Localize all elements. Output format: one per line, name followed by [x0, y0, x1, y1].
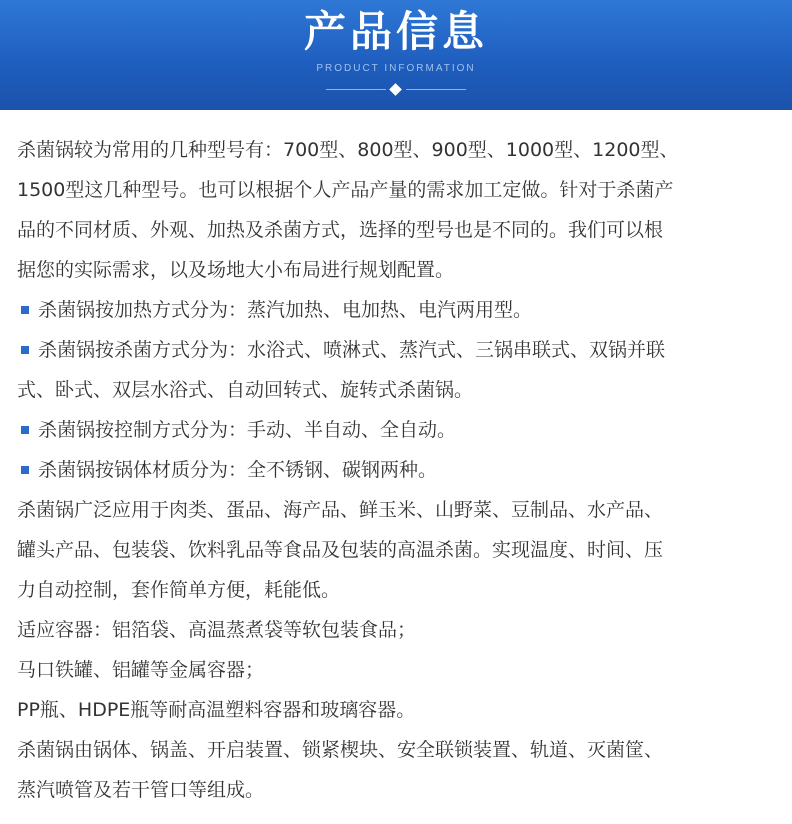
text-line-16: 杀菌锅由锅体、锅盖、开启装置、锁紧楔块、安全联锁装置、轨道、灭菌筐、	[17, 739, 664, 761]
divider-line-left	[326, 89, 386, 90]
banner-title: 产品信息	[303, 7, 488, 56]
text-line-13: 适应容器：铝箔袋、高温蒸煮袋等软包装食品；	[17, 619, 417, 641]
text-line-4: 据您的实际需求，以及场地大小布局进行规划配置。	[17, 259, 455, 281]
text-line-17: 蒸汽喷管及若干管口等组成。	[17, 779, 265, 801]
banner-subtitle: PRODUCT INFORMATION	[316, 63, 476, 74]
text-line-1: 杀菌锅较为常用的几种型号有：700型、800型、900型、1000型、1200型、	[17, 139, 679, 161]
bullet-text: 杀菌锅按杀菌方式分为：水浴式、喷淋式、蒸汽式、三锅串联式、双锅并联	[38, 339, 666, 361]
text-line-12: 力自动控制，套作简单方便，耗能低。	[17, 579, 341, 601]
divider-line-right	[406, 89, 466, 90]
text-line-3: 品的不同材质、外观、加热及杀菌方式，选择的型号也是不同的。我们可以根	[17, 219, 664, 241]
bullet-item-heating	[0, 290, 792, 330]
square-bullet-icon	[21, 346, 29, 354]
square-bullet-icon	[21, 306, 29, 314]
product-info-banner	[0, 0, 792, 110]
banner-divider	[0, 82, 792, 98]
text-line-2: 1500型这几种型号。也可以根据个人产品产量的需求加工定做。针对于杀菌产	[17, 179, 674, 201]
bullet-text: 杀菌锅按锅体材质分为：全不锈钢、碳钢两种。	[38, 459, 438, 481]
bullet-text: 杀菌锅按加热方式分为：蒸汽加热、电加热、电汽两用型。	[38, 299, 533, 321]
bullet-item-material	[0, 450, 792, 490]
text-line-11: 罐头产品、包装袋、饮料乳品等食品及包装的高温杀菌。实现温度、时间、压	[17, 539, 664, 561]
text-line-10: 杀菌锅广泛应用于肉类、蛋品、海产品、鲜玉米、山野菜、豆制品、水产品、	[17, 499, 664, 521]
text-line-15: PP瓶、HDPE瓶等耐高温塑料容器和玻璃容器。	[17, 699, 416, 721]
bullet-item-control	[0, 410, 792, 450]
text-line-7: 式、卧式、双层水浴式、自动回转式、旋转式杀菌锅。	[17, 379, 474, 401]
bullet-text: 杀菌锅按控制方式分为：手动、半自动、全自动。	[38, 419, 457, 441]
bullet-item-sterilization	[0, 330, 792, 370]
product-description	[0, 130, 792, 810]
text-line-14: 马口铁罐、铝罐等金属容器；	[17, 659, 265, 681]
square-bullet-icon	[21, 466, 29, 474]
square-bullet-icon	[21, 426, 29, 434]
diamond-icon	[389, 83, 402, 96]
